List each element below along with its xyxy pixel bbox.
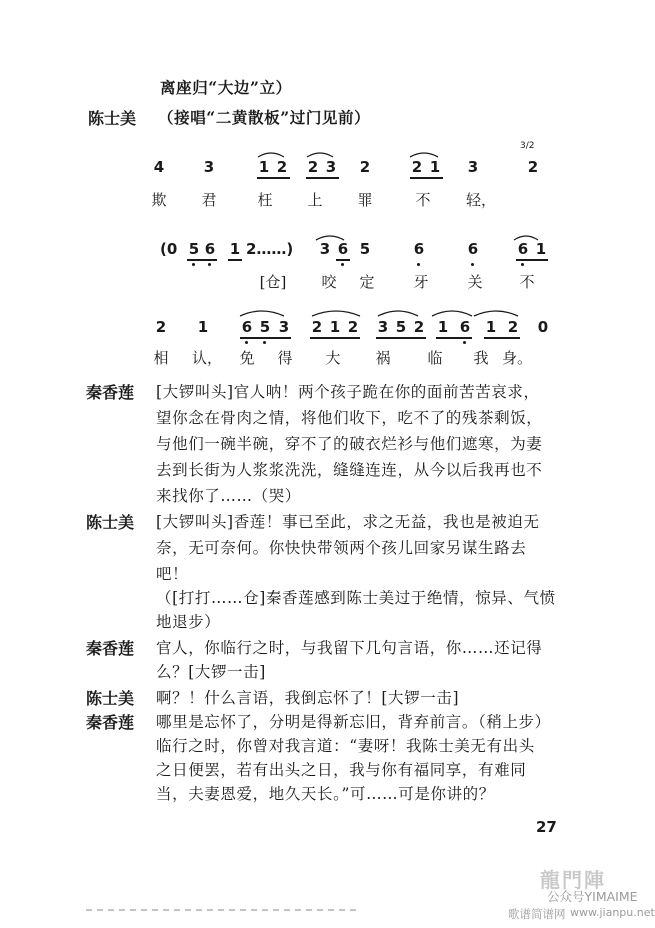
low-octave-dot <box>192 263 195 266</box>
speaker-label: 陈士美 <box>86 689 135 708</box>
lyric: 我 <box>473 349 489 367</box>
note: 5 <box>259 318 271 336</box>
note: 2 <box>359 158 371 176</box>
note: 2……) <box>246 240 294 258</box>
note: (0 <box>160 240 178 258</box>
note: 1 <box>329 318 341 336</box>
note: 2 <box>155 318 167 336</box>
watermark-text: 歌谱简谱网 <box>508 907 566 921</box>
lyric: 轻， <box>466 191 497 209</box>
note: 1 <box>429 158 441 176</box>
lyric: 上 <box>307 191 323 209</box>
lyric: 大 <box>325 349 341 367</box>
note: 6 <box>467 240 479 258</box>
note: 3 <box>319 240 331 258</box>
note: 6 <box>517 240 529 258</box>
watermark-text: 公众号YIMAIME <box>547 889 638 904</box>
note: 1 <box>197 318 209 336</box>
lyric: 定 <box>359 273 375 291</box>
low-octave-dot <box>341 263 344 266</box>
note: 3 <box>467 158 479 176</box>
lyric: 祸 <box>375 349 391 367</box>
watermark-brand: 龍門陣 <box>540 868 606 892</box>
note: 1 <box>535 240 547 258</box>
note: 6 <box>204 240 216 258</box>
speaker-label: 陈士美 <box>86 513 135 532</box>
dialogue-line: 吧！ <box>156 565 189 583</box>
dialogue-line: 哪里是忘怀了，分明是得新忘旧，背弃前言。（稍上步） <box>156 713 551 731</box>
stage-direction: （接唱“二黄散板”过门见前） <box>158 108 371 127</box>
underline <box>306 177 339 179</box>
note: 2 <box>411 158 423 176</box>
note: 4 <box>153 158 165 176</box>
underline <box>240 337 291 339</box>
stage-direction: （[打打……仓]秦香莲感到陈士美过于绝情，惊异、气愤 <box>156 589 556 607</box>
note: 5 <box>395 318 407 336</box>
lyric: 相 <box>153 349 169 367</box>
underline <box>516 259 548 261</box>
low-octave-dot <box>417 263 420 266</box>
slur <box>410 153 438 157</box>
underline <box>257 177 290 179</box>
note: 2 <box>311 318 323 336</box>
note: 6 <box>459 318 471 336</box>
low-octave-dot <box>463 341 466 344</box>
underline <box>336 259 350 261</box>
dialogue-line: 当，夫妻恩爱，地久天长。”可……可是你讲的？ <box>156 785 495 803</box>
low-octave-dot <box>521 263 524 266</box>
lyric: 枉 <box>257 191 273 209</box>
note: 3 <box>377 318 389 336</box>
dialogue-line: 临行之时，你曾对我言道：“妻呀！我陈士美无有出头 <box>156 737 535 755</box>
dialogue-line: [大锣叫头]香莲！事已至此，求之无益，我也是被迫无 <box>156 513 540 531</box>
lyric: 欺 <box>151 191 167 209</box>
note: 5 <box>188 240 200 258</box>
underline <box>376 337 426 339</box>
low-octave-dot <box>263 341 266 344</box>
lyric: 关 <box>467 273 483 291</box>
note: 2 <box>347 318 359 336</box>
lyric: 不 <box>519 273 535 291</box>
speaker-label: 秦香莲 <box>86 639 135 658</box>
direction-line: 离座归“大边”立） <box>160 78 292 97</box>
note: 2 <box>276 158 288 176</box>
note: 1 <box>485 318 497 336</box>
note: 5 <box>359 240 371 258</box>
lyric: 咬 <box>321 273 337 291</box>
underline <box>310 337 360 339</box>
note: 1 <box>258 158 270 176</box>
slur <box>432 311 472 316</box>
slur <box>474 311 518 316</box>
lyric: 身。 <box>502 349 533 367</box>
dialogue-line: 奈，无可奈何。你快快带领两个孩儿回家另谋生路去 <box>156 539 527 557</box>
note: 6 <box>413 240 425 258</box>
speaker-label: 陈士美 <box>88 109 137 128</box>
slur <box>240 311 284 316</box>
watermark-text: www.jianpu.net <box>570 906 655 919</box>
underline <box>436 337 472 339</box>
note: 2 <box>527 158 539 176</box>
lyric: 牙 <box>413 273 429 291</box>
score-slurs <box>0 0 655 400</box>
note: 2 <box>413 318 425 336</box>
lyric: 得 <box>277 349 293 367</box>
lyric: 罪 <box>357 191 373 209</box>
slur <box>378 311 418 316</box>
underline <box>228 259 242 261</box>
dialogue-line: 官人，你临行之时，与我留下几句言语，你……还记得 <box>156 639 543 657</box>
lyric: 不 <box>415 191 431 209</box>
slur <box>258 153 284 157</box>
lyric: 免 <box>239 349 255 367</box>
lyric: 君 <box>201 191 217 209</box>
lyric: 临 <box>427 349 443 367</box>
scan-artifact <box>86 909 356 911</box>
slur <box>312 311 360 316</box>
speaker-label: 秦香莲 <box>86 383 135 402</box>
note: 1 <box>229 240 241 258</box>
dialogue-line: 之日便罢，若有出头之日，我与你有福同享，有难同 <box>156 761 527 779</box>
note: 1 <box>437 318 449 336</box>
dialogue-line: 望你念在骨肉之情，将他们收下，吃不了的残茶剩饭， <box>156 409 543 427</box>
underline <box>484 337 520 339</box>
note: 6 <box>241 318 253 336</box>
dialogue-line: [大锣叫头]官人呐！两个孩子跪在你的面前苦苦哀求， <box>156 383 540 401</box>
low-octave-dot <box>208 263 211 266</box>
page-number: 27 <box>536 818 557 836</box>
dialogue-line: 来找你了……（哭） <box>156 487 301 505</box>
dialogue-line: 与他们一碗半碗，穿不了的破衣烂衫与他们遮寒，为妻 <box>156 435 543 453</box>
grace-note: 3/2 <box>520 141 535 151</box>
lyric: 认， <box>192 349 223 367</box>
note: 3 <box>325 158 337 176</box>
note: 3 <box>278 318 290 336</box>
slur <box>307 153 333 157</box>
dialogue-line: 去到长街为人浆浆洗洗，缝缝连连，从今以后我再也不 <box>156 461 543 479</box>
note: 2 <box>307 158 319 176</box>
note: 6 <box>337 240 349 258</box>
lyric: [仓] <box>259 273 287 291</box>
underline <box>187 259 217 261</box>
speaker-label: 秦香莲 <box>86 713 135 732</box>
note: 0 <box>537 318 549 336</box>
dialogue-line: 啊？！什么言语，我倒忘怀了！[大锣一击] <box>156 689 460 707</box>
note: 3 <box>203 158 215 176</box>
note: 2 <box>507 318 519 336</box>
underline <box>410 177 443 179</box>
low-octave-dot <box>245 341 248 344</box>
dialogue-line: 么？[大锣一击] <box>156 663 266 681</box>
stage-direction: 地退步） <box>156 613 221 631</box>
low-octave-dot <box>471 263 474 266</box>
